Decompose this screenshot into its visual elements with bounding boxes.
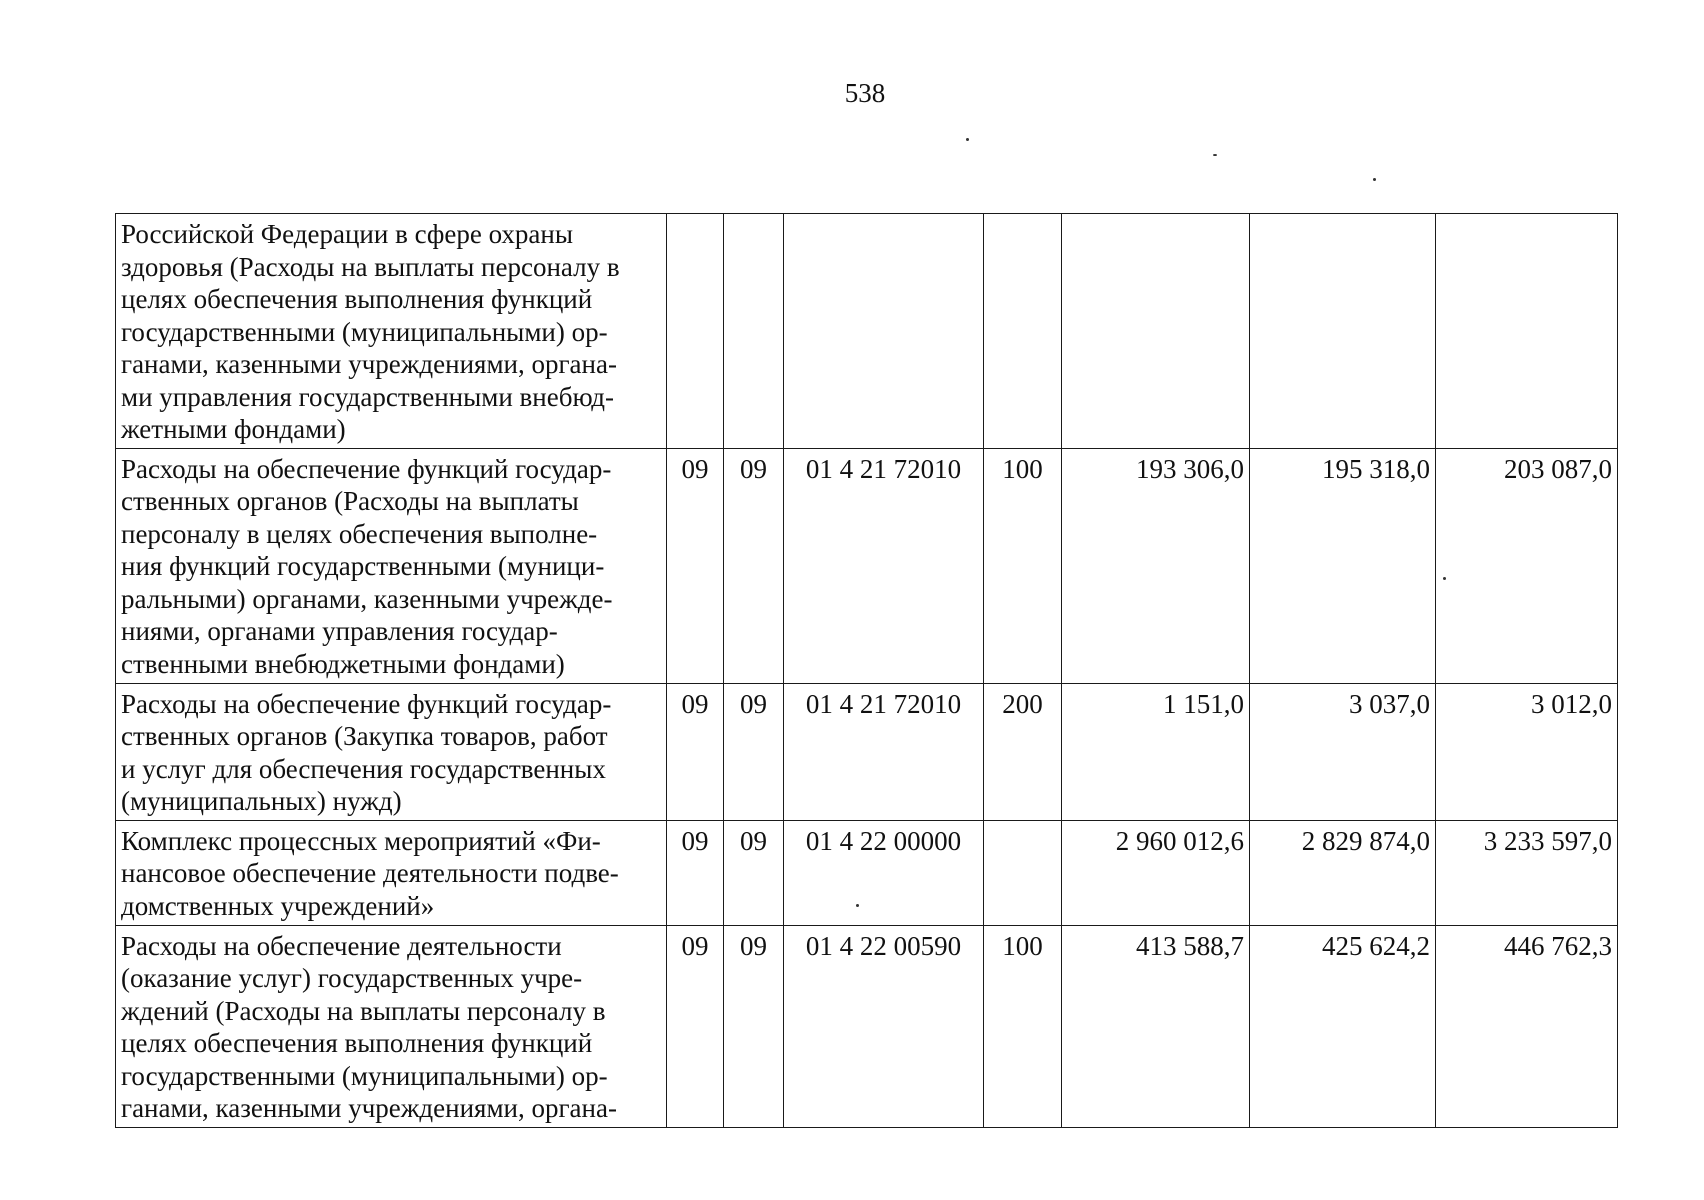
row-amount-year-3: 3 233 597,0 [1436,820,1618,925]
row-expense-type-code [984,820,1062,925]
page-number: 538 [844,78,886,108]
row-amount-year-3: 446 762,3 [1436,925,1618,1127]
row-amount-year-2: 425 624,2 [1250,925,1436,1127]
row-target-article-code: 01 4 21 72010 [784,683,984,820]
row-amount-year-3: 203 087,0 [1436,448,1618,683]
row-target-article-code: 01 4 22 00590 [784,925,984,1127]
row-amount-year-2: 2 829 874,0 [1250,820,1436,925]
row-expense-type-code [984,214,1062,449]
row-amount-year-2: 3 037,0 [1250,683,1436,820]
row-amount-year-1: 193 306,0 [1062,448,1250,683]
row-description: Российской Федерации в сфере охраны здоровья (Расходы на выплаты персоналу в целях обеспечения выполнения функций государственными (муниципальными) ор- ганами, казенными учреждениями, органа- ми управления государственными внебюд- жетными фондами) [116,214,667,449]
row-target-article-code: 01 4 22 00000 [784,820,984,925]
table-row [116,448,1618,683]
row-subsection-code: 09 [724,448,784,683]
row-expense-type-code: 100 [984,448,1062,683]
scan-speck [1373,178,1376,181]
table-row [116,820,1618,925]
row-description: Комплекс процессных мероприятий «Фи- нансовое обеспечение деятельности подве- домственных учреждений» [116,820,667,925]
row-subsection-code [724,214,784,449]
row-amount-year-1 [1062,214,1250,449]
table-row [116,925,1618,1127]
table-row [116,214,1618,449]
scan-speck [966,138,969,141]
row-subsection-code: 09 [724,820,784,925]
row-description: Расходы на обеспечение функций государ- ственных органов (Закупка товаров, работ и услуг для обеспечения государственных (муниципальных) нужд) [116,683,667,820]
row-subsection-code: 09 [724,925,784,1127]
row-amount-year-1: 2 960 012,6 [1062,820,1250,925]
row-amount-year-1: 413 588,7 [1062,925,1250,1127]
row-amount-year-3: 3 012,0 [1436,683,1618,820]
row-section-code: 09 [667,925,724,1127]
row-expense-type-code: 100 [984,925,1062,1127]
row-expense-type-code: 200 [984,683,1062,820]
row-description: Расходы на обеспечение функций государ- ственных органов (Расходы на выплаты персоналу в целях обеспечения выполне- ния функций государственными (муници- pальными) органами, казенными учрежде- ниями, органами управления государ- ственными внебюджетными фондами) [116,448,667,683]
table-row [116,683,1618,820]
row-amount-year-1: 1 151,0 [1062,683,1250,820]
row-section-code: 09 [667,820,724,925]
scan-speck [1213,154,1217,156]
row-description: Расходы на обеспечение деятельности (оказание услуг) государственных учре- ждений (Расходы на выплаты персоналу в целях обеспечения выполнения функций государственными (муниципальными) ор- ганами, казенными учреждениями, органа- [116,925,667,1127]
row-section-code: 09 [667,448,724,683]
row-amount-year-2: 195 318,0 [1250,448,1436,683]
budget-table [115,213,1618,1128]
row-amount-year-2 [1250,214,1436,449]
row-subsection-code: 09 [724,683,784,820]
row-target-article-code: 01 4 21 72010 [784,448,984,683]
row-section-code [667,214,724,449]
row-amount-year-3 [1436,214,1618,449]
row-section-code: 09 [667,683,724,820]
row-target-article-code [784,214,984,449]
